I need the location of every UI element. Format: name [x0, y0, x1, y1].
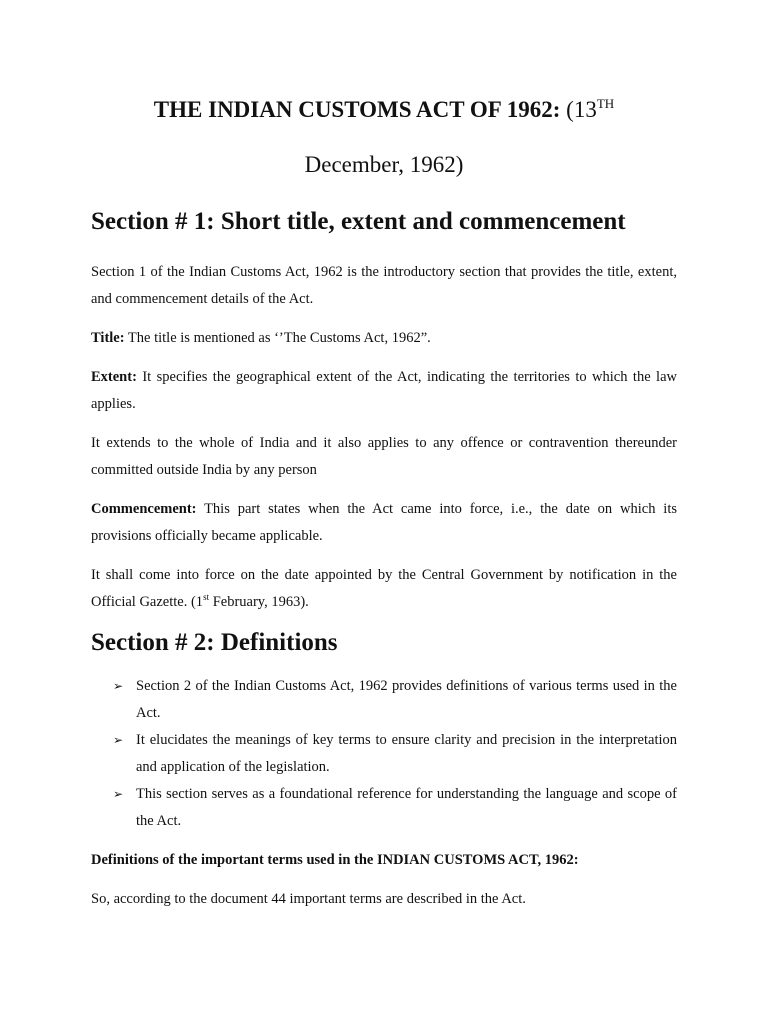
title-date-start: (13	[560, 97, 597, 122]
arrowhead-bullet-icon: ➢	[113, 787, 124, 801]
extent-label: Extent:	[91, 369, 137, 385]
bullet-text: It elucidates the meanings of key terms to ensure clarity and precision in the interpretation and application of the legislation.	[136, 732, 677, 775]
force-text-start: It shall come into force on the date appointed by the Central Government by notification in the Official Gazette. (1	[91, 567, 677, 610]
title-date-end: December, 1962)	[304, 152, 464, 177]
bullet-text: Section 2 of the Indian Customs Act, 1962 provides definitions of various terms used in the Act.	[136, 678, 677, 721]
definitions-heading: Definitions of the important terms used in the INDIAN CUSTOMS ACT, 1962:	[91, 852, 579, 868]
commencement-text: This part states when the Act came into force, i.e., the date on which its provisions officially became applicable.	[91, 501, 677, 544]
commencement-paragraph	[91, 496, 677, 550]
definitions-bullet-list	[91, 673, 677, 835]
arrowhead-bullet-icon: ➢	[113, 679, 124, 693]
document-title	[91, 0, 677, 192]
closing-paragraph: So, according to the document 44 important terms are described in the Act.	[91, 891, 526, 907]
force-paragraph	[91, 562, 677, 616]
title-paragraph	[91, 325, 677, 352]
section-1-heading: Section # 1: Short title, extent and commencement	[91, 208, 626, 235]
section-2-heading: Section # 2: Definitions	[91, 629, 338, 656]
title-text: The title is mentioned as ‘’The Customs Act, 1962”.	[124, 330, 431, 346]
force-text-end: February, 1963).	[209, 594, 309, 610]
title-label: Title:	[91, 330, 125, 346]
bullet-item	[91, 727, 677, 781]
bullet-item	[91, 673, 677, 727]
force-superscript: st	[203, 592, 210, 602]
title-superscript: TH	[596, 96, 615, 111]
commencement-label: Commencement:	[91, 501, 197, 517]
title-bold: THE INDIAN CUSTOMS ACT OF 1962:	[153, 97, 561, 122]
bullet-text: This section serves as a foundational reference for understanding the language and scope of the Act.	[136, 786, 677, 829]
extent-detail-paragraph: It extends to the whole of India and it also applies to any offence or contravention thereunder committed outside India by any person	[91, 435, 677, 478]
extent-paragraph	[91, 364, 677, 418]
bullet-item	[91, 781, 677, 835]
arrowhead-bullet-icon: ➢	[113, 733, 124, 747]
extent-text: It specifies the geographical extent of the Act, indicating the territories to which the law applies.	[91, 369, 677, 412]
section-1-intro: Section 1 of the Indian Customs Act, 1962 is the introductory section that provides the title, extent, and commencement details of the Act.	[91, 264, 677, 307]
